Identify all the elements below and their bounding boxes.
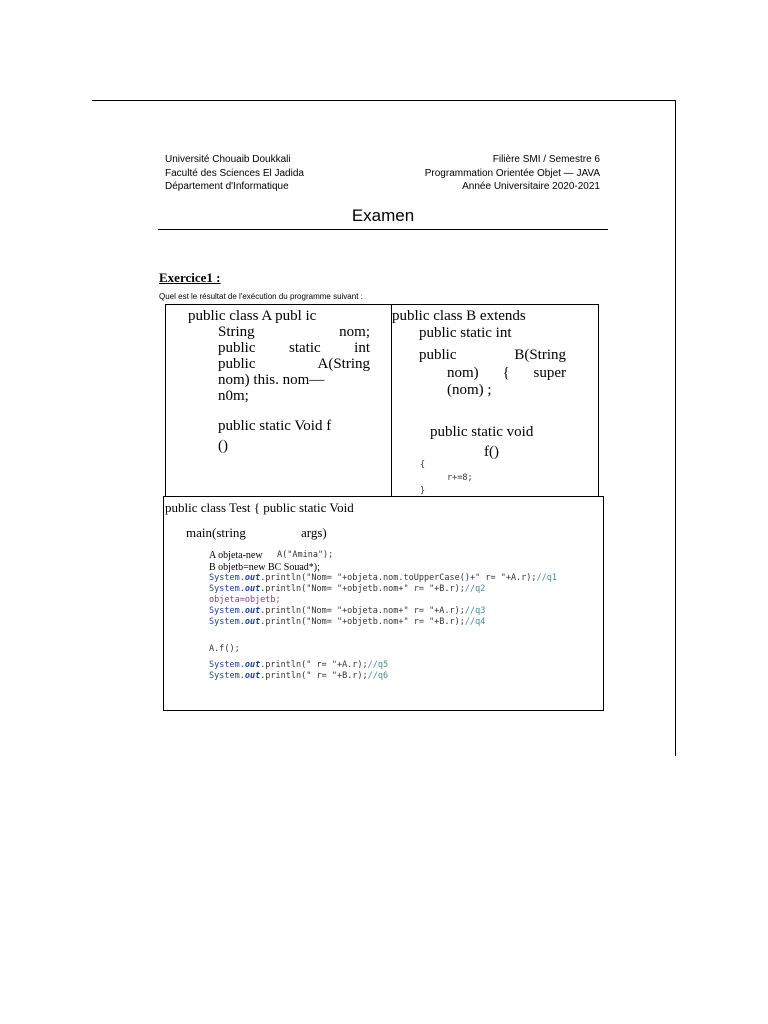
class-b-line-5: (nom) ; <box>447 382 492 398</box>
code-body: .println("Nom= "+objetb.nom+" r= "+B.r); <box>260 617 465 627</box>
class-b-line-4: nom) { super <box>447 365 566 381</box>
code-out: out <box>244 606 261 616</box>
class-a-line-4: public A(String <box>218 356 370 372</box>
class-a-line-8: () <box>218 438 228 454</box>
test-line-2a: main(string <box>186 525 246 540</box>
code-out: out <box>244 660 261 670</box>
university-name: Université Chouaib Doukkali <box>165 154 291 165</box>
faculty-name: Faculté des Sciences El Jadida <box>165 167 304 179</box>
class-b-box <box>391 304 599 500</box>
code-comment: //q1 <box>536 573 558 583</box>
class-b-line-2: public static int <box>419 325 512 341</box>
class-a-box <box>165 304 392 500</box>
code-line <box>209 595 281 606</box>
class-a-line-2: String nom; <box>218 324 370 340</box>
code-out: out <box>244 584 261 594</box>
objeta-code: A("Amina"); <box>277 550 334 560</box>
code-line <box>209 584 485 595</box>
class-b-line-6: public static void <box>430 424 534 440</box>
code-body: .println("Nom= "+objeta.nom+" r= "+A.r); <box>260 606 465 616</box>
class-b-line-1: public class B extends <box>392 308 526 324</box>
code-out: out <box>244 617 261 627</box>
exercise-question: Quel est le résultat de l'exécution du programme suivant : <box>159 292 363 301</box>
header-left <box>165 153 304 194</box>
test-line-2b: args) <box>301 525 327 540</box>
code-out: out <box>244 671 261 681</box>
code-line <box>209 644 240 655</box>
class-b-code-close: } <box>420 486 426 496</box>
code-comment: //q6 <box>367 671 389 681</box>
objetb-line: B objetb=new BC Souad*); <box>209 562 320 573</box>
code-system: System. <box>209 573 245 583</box>
code-comment: //q4 <box>464 617 486 627</box>
test-line-1: public class Test { public static Void <box>165 500 354 515</box>
code-body: .println("Nom= "+objetb.nom+" r= "+B.r); <box>260 584 465 594</box>
code-line <box>209 660 388 671</box>
program-name: Filière SMI / Semestre 6 <box>492 154 600 165</box>
code-body: objeta=objetb; <box>209 595 281 605</box>
code-line <box>209 617 485 628</box>
code-comment: //q5 <box>367 660 389 670</box>
objeta-prefix: A objeta-new <box>209 550 263 561</box>
class-b-code-body: r+=8; <box>447 473 473 483</box>
code-out: out <box>244 573 261 583</box>
code-system: System. <box>209 671 245 681</box>
class-a-line-7: public static Void f <box>218 418 332 434</box>
code-system: System. <box>209 660 245 670</box>
page-title: Examen <box>351 206 415 225</box>
class-a-line-6: n0m; <box>218 388 249 404</box>
code-body: .println(" r= "+A.r); <box>260 660 368 670</box>
code-line <box>209 606 485 617</box>
department-name: Département d'Informatique <box>165 181 289 192</box>
class-test-box <box>163 496 604 711</box>
code-line <box>209 573 557 584</box>
page-right-border <box>675 100 676 756</box>
code-body: A.f(); <box>209 644 240 654</box>
code-system: System. <box>209 617 245 627</box>
code-system: System. <box>209 606 245 616</box>
class-a-line-1: public class A publ ic <box>188 308 317 324</box>
code-body: .println("Nom= "+objeta.nom.toUpperCase()+" r= "+A.r); <box>260 573 537 583</box>
code-comment: //q2 <box>464 584 486 594</box>
class-b-line-7: f() <box>484 444 499 460</box>
code-line <box>209 671 388 682</box>
title-underline <box>158 229 608 230</box>
course-name: Programmation Orientée Objet — JAVA <box>424 167 600 179</box>
class-b-line-3: public B(String <box>419 347 566 363</box>
class-b-code-open: { <box>420 460 426 470</box>
exercise-heading: Exercice1 : <box>159 270 221 285</box>
code-comment: //q3 <box>464 606 486 616</box>
code-body: .println(" r= "+B.r); <box>260 671 368 681</box>
academic-year: Année Universitaire 2020-2021 <box>462 181 600 192</box>
class-a-line-3: public static int <box>218 340 370 356</box>
class-a-line-5: nom) this. nom— <box>218 372 325 388</box>
code-system: System. <box>209 584 245 594</box>
page-top-border <box>92 100 675 101</box>
header-right <box>425 153 600 194</box>
